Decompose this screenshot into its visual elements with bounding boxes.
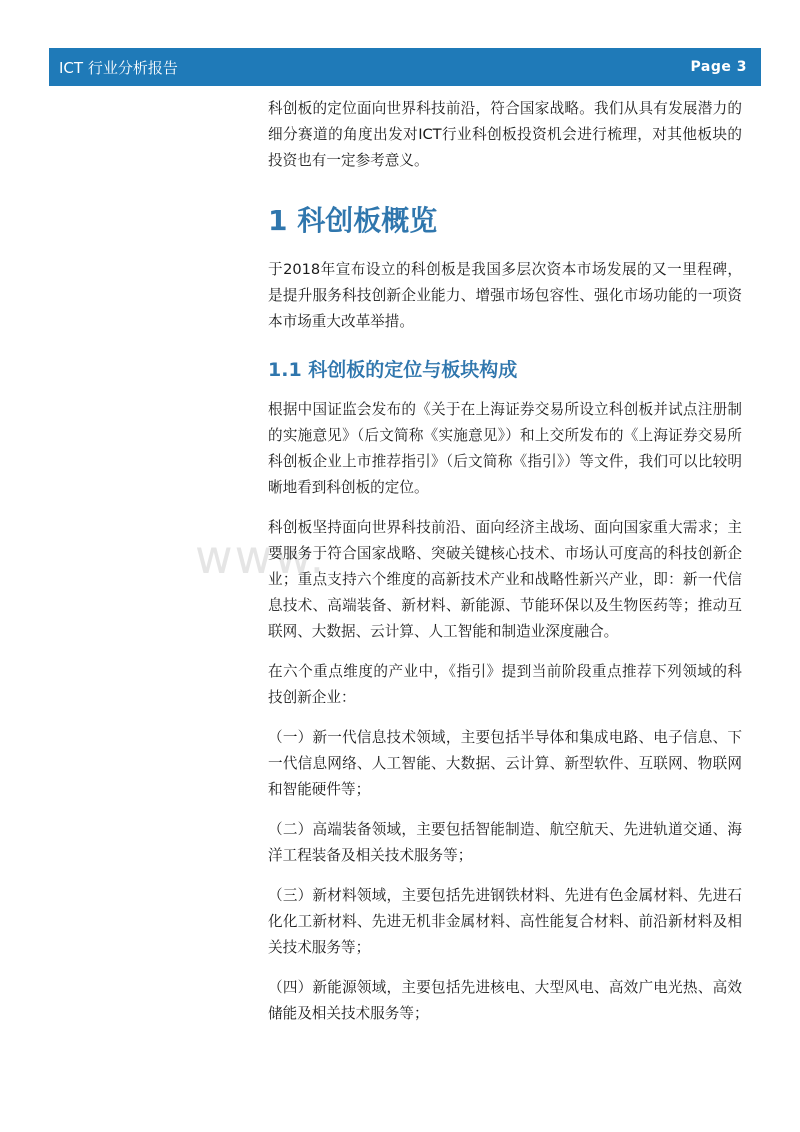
section-1-1-title: 1.1 科创板的定位与板块构成 bbox=[268, 359, 518, 381]
paragraph-3: 在六个重点维度的产业中，《指引》提到当前阶段重点推荐下列领域的科技创新企业： bbox=[268, 663, 742, 706]
watermark: www. bbox=[195, 530, 327, 584]
main-content bbox=[268, 96, 742, 1027]
list-item-3: （三）新材料领域，主要包括先进钢铁材料、先进有色金属材料、先进石化化工新材料、先进无机非金属材料、高性能复合材料、前沿新材料及相关技术服务等； bbox=[268, 887, 742, 956]
list-item-4: （四）新能源领域，主要包括先进核电、大型风电、高效广电光热、高效储能及相关技术服务等； bbox=[268, 979, 742, 1022]
list-item-2: （二）高端装备领域，主要包括智能制造、航空航天、先进轨道交通、海洋工程装备及相关技术服务等； bbox=[268, 821, 742, 864]
report-title: ICT 行业分析报告 bbox=[59, 58, 178, 77]
paragraph-1: 根据中国证监会发布的《关于在上海证券交易所设立科创板并试点注册制的实施意见》（后文简称《实施意见》）和上交所发布的《上海证券交易所科创板企业上市推荐指引》（后文简称《指引》）等文件，我们可以比较明晰地看到科创板的定位。 bbox=[268, 401, 742, 496]
paragraph-2: 科创板坚持面向世界科技前沿、面向经济主战场、面向国家重大需求；主要服务于符合国家战略、突破关键核心技术、市场认可度高的科技创新企业；重点支持六个维度的高新技术产业和战略性新兴产业，即：新一代信息技术、高端装备、新材料、新能源、节能环保以及生物医药等；推动互联网、大数据、云计算、人工智能和制造业深度融合。 bbox=[268, 519, 742, 640]
list-item-1: （一）新一代信息技术领域，主要包括半导体和集成电路、电子信息、下一代信息网络、人工智能、大数据、云计算、新型软件、互联网、物联网和智能硬件等； bbox=[268, 729, 742, 798]
section-1-title: 1 科创板概览 bbox=[268, 204, 438, 237]
header-bar bbox=[49, 48, 761, 86]
page-number: Page 3 bbox=[690, 59, 747, 75]
intro-paragraph: 科创板的定位面向世界科技前沿，符合国家战略。我们从具有发展潜力的细分赛道的角度出发对ICT行业科创板投资机会进行梳理，对其他板块的投资也有一定参考意义。 bbox=[268, 100, 742, 169]
section-1-paragraph: 于2018年宣布设立的科创板是我国多层次资本市场发展的又一里程碑，是提升服务科技创新企业能力、增强市场包容性、强化市场功能的一项资本市场重大改革举措。 bbox=[268, 261, 742, 330]
